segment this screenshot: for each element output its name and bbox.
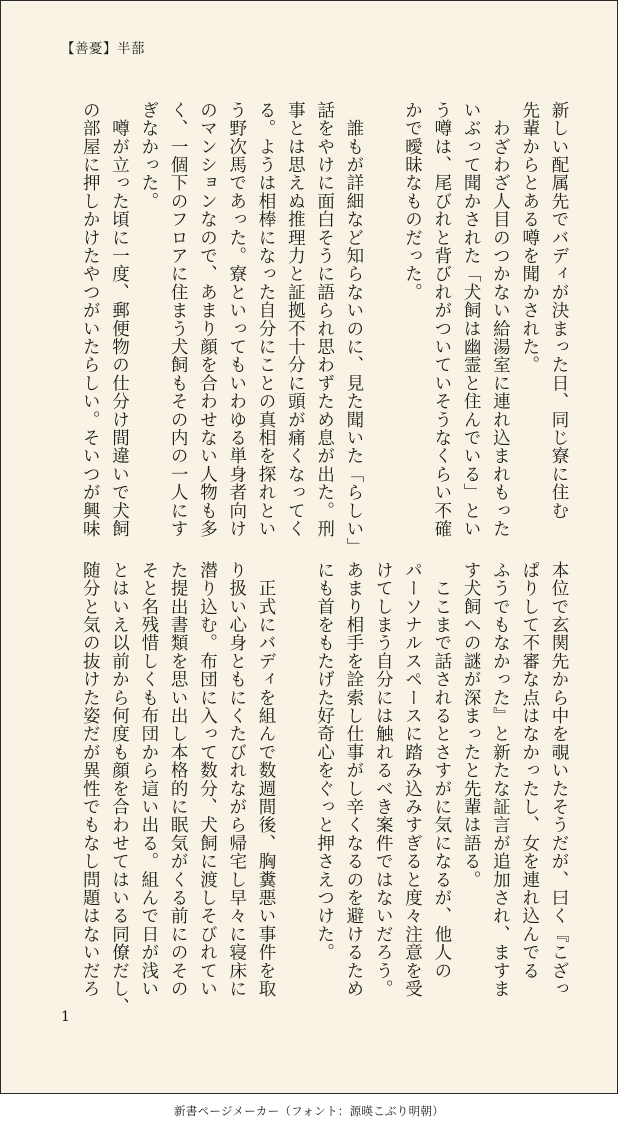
text-line: り扱い心身ともにくたびれながら帰宅し早々に寝床に	[226, 561, 247, 998]
text-line: かで曖昧なものだった。	[402, 101, 423, 302]
text-line: う野次馬であった。寮といってもいわゆる単身者向け	[226, 101, 247, 538]
text-line: 誰もが詳細など知らないのに、見た聞いた「らしい」	[343, 101, 364, 556]
upper-text-block	[43, 101, 573, 571]
text-line: そと名残惜しくも布団から這い出る。組んで日が浅い	[138, 561, 159, 998]
text-line: 新しい配属先でバディが決まった日、同じ寮に住む	[549, 101, 569, 520]
text-line: 本位で玄関先から中を覗いたそうだが、曰く『こざっ	[549, 561, 569, 998]
text-line: ぱりして不審な点はなかったし、女を連れ込んでる	[519, 561, 540, 980]
text-line: た提出書類を思い出し本格的に眠気がくる前にのその	[168, 561, 189, 998]
text-line: す犬飼への謎が深まったと先輩は語る。	[461, 561, 482, 889]
text-line: 事とは思えぬ推理力と証拠不十分に頭が痛くなってく	[285, 101, 306, 538]
text-line: う噂は、尾びれと背びれがついていそうなくらい不確	[431, 101, 452, 538]
text-line: とはいえ以前から何度も顔を合わせてはいる同僚だし、	[109, 561, 130, 1016]
page-number: 1	[61, 1009, 70, 1025]
footer-credit: 新書ページメーカー（フォント：源暎こぶり明朝）	[173, 1104, 445, 1118]
text-line: パーソナルスペースに踏み込みすぎると度々注意を受	[402, 561, 423, 998]
text-line: 正式にバディを組んで数週間後、胸糞悪い事件を取	[256, 561, 277, 998]
text-line: く、一個下のフロアに住まう犬飼もその内の一人にす	[168, 101, 189, 538]
lower-text-block	[43, 561, 573, 1031]
text-line: の部屋に押しかけたやつがいたらしい。そいつが興味	[80, 101, 101, 538]
text-line: 先輩からとある噂を聞かされた。	[519, 101, 540, 374]
text-line: のマンションなので、あまり顔を合わせない人物も多	[197, 101, 218, 538]
text-line: にも首をもたげた好奇心をぐっと押さえつけた。	[314, 561, 335, 962]
text-line: 噂が立った頃に一度、郵便物の仕分け間違いで犬飼	[109, 101, 130, 538]
text-line: ここまで話されるとさすがに気になるが、他人の	[431, 561, 452, 980]
text-line: ぎなかった。	[138, 101, 159, 211]
text-line	[368, 101, 397, 571]
text-line: ふうでもなかった』と新たな証言が追加され、ますま	[490, 561, 511, 998]
text-line: あまり相手を詮索し仕事がし辛くなるのを避けるため	[343, 561, 364, 998]
text-line: る。ようは相棒になった自分にことの真相を探れとい	[256, 101, 277, 538]
text-line: わざわざ人目のつかない給湯室に連れ込まれもった	[490, 101, 511, 538]
text-line	[280, 561, 309, 1031]
text-line: いぶって聞かされた「犬飼は幽霊と住んでいる」とい	[461, 101, 482, 538]
page-header-title: 【善憂】半蔀	[61, 41, 145, 57]
text-line: けてしまう自分には触れるべき案件ではないだろう。	[373, 561, 394, 998]
text-line: 潜り込む。布団に入って数分、犬飼に渡しそびれてい	[197, 561, 218, 998]
text-line: 話をやけに面白そうに語られ思わずため息が出た。刑	[314, 101, 335, 538]
text-line: 随分と気の抜けた姿だが異性でもなし問題はないだろ	[80, 561, 101, 998]
